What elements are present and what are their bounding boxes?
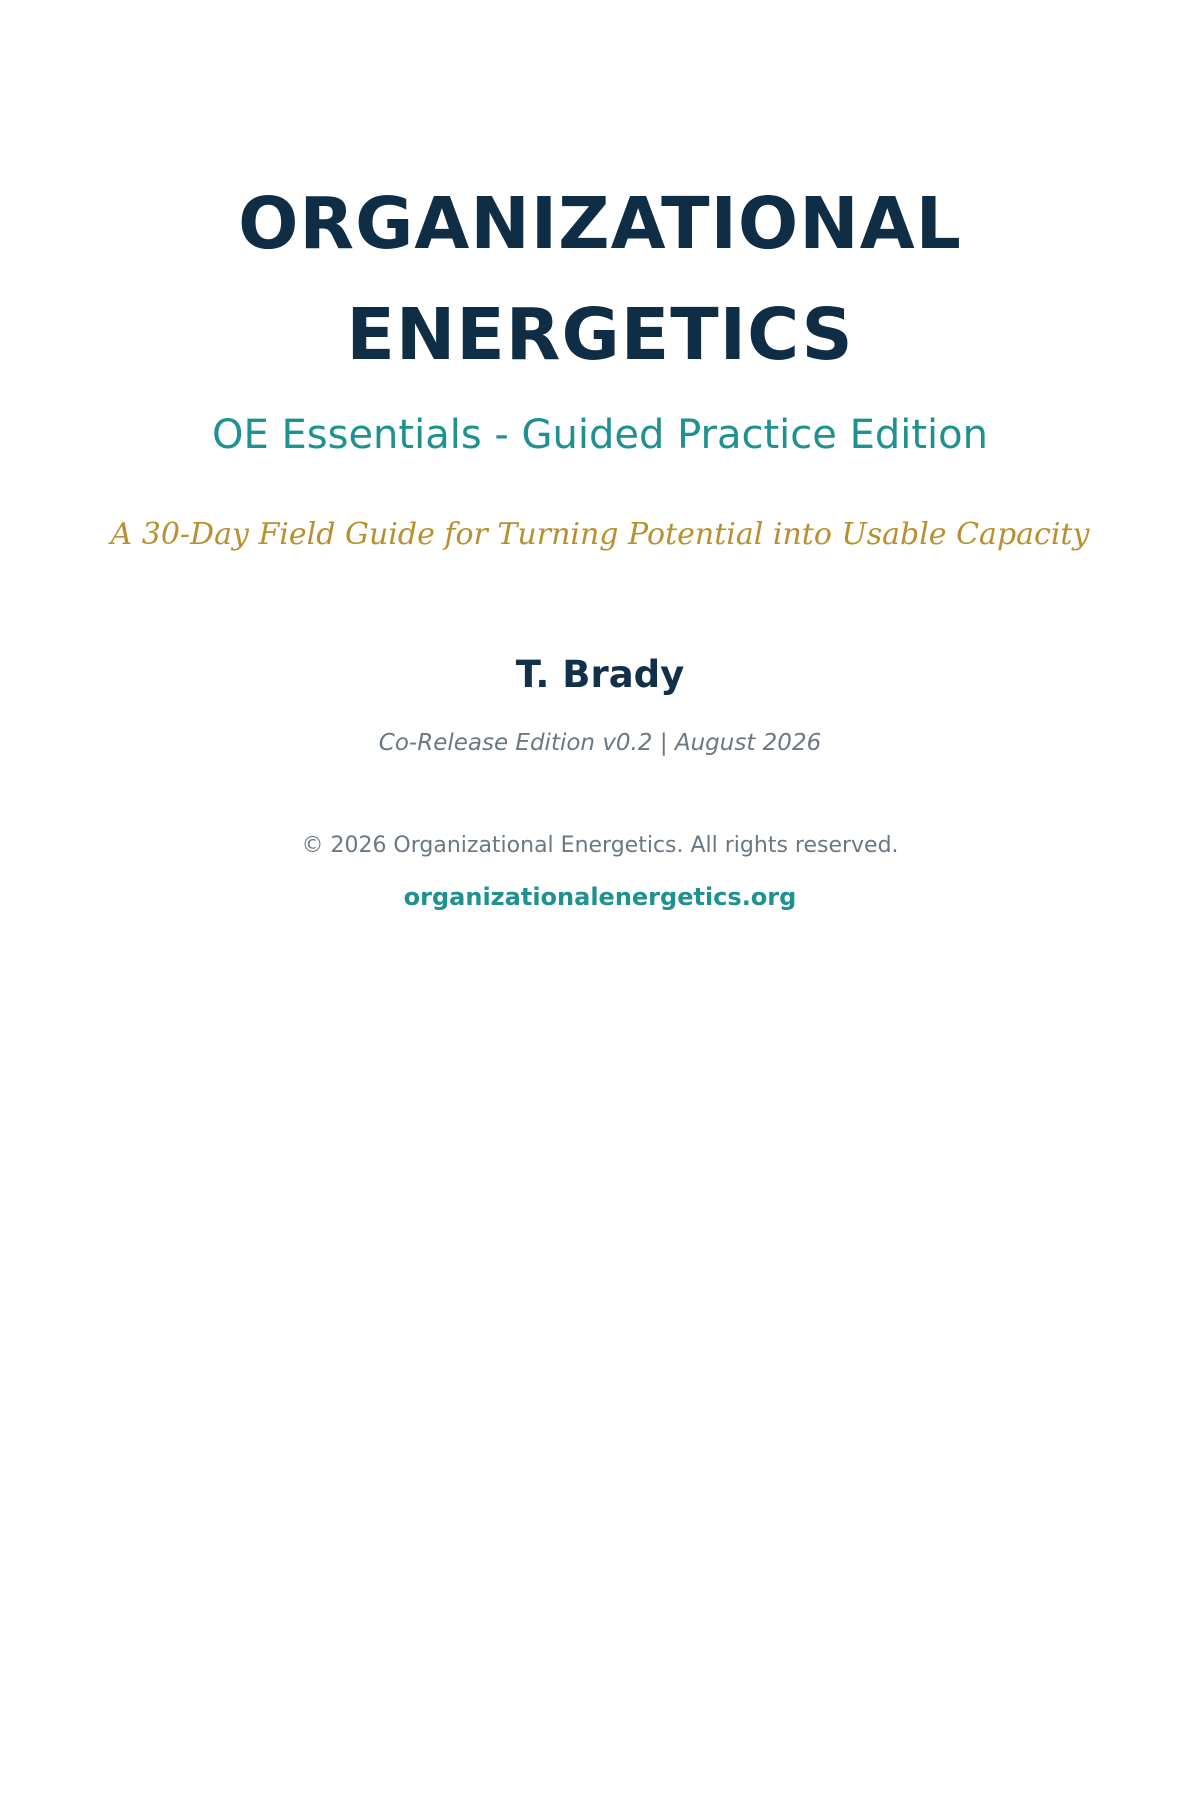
- book-title-line-2: ENERGETICS: [346, 293, 854, 376]
- book-subtitle: OE Essentials - Guided Practice Edition: [212, 412, 988, 458]
- book-tagline: A 30-Day Field Guide for Turning Potential into Usable Capacity: [110, 517, 1090, 552]
- copyright-notice: © 2026 Organizational Energetics. All rights reserved.: [301, 833, 899, 858]
- book-title: [0, 168, 1200, 390]
- edition-info: Co-Release Edition v0.2 | August 2026: [378, 730, 822, 756]
- book-title-line-1: ORGANIZATIONAL: [238, 182, 962, 265]
- author-name: T. Brady: [515, 653, 685, 696]
- website-link-container: [0, 880, 1200, 914]
- website-link[interactable]: organizationalenergetics.org: [403, 883, 797, 911]
